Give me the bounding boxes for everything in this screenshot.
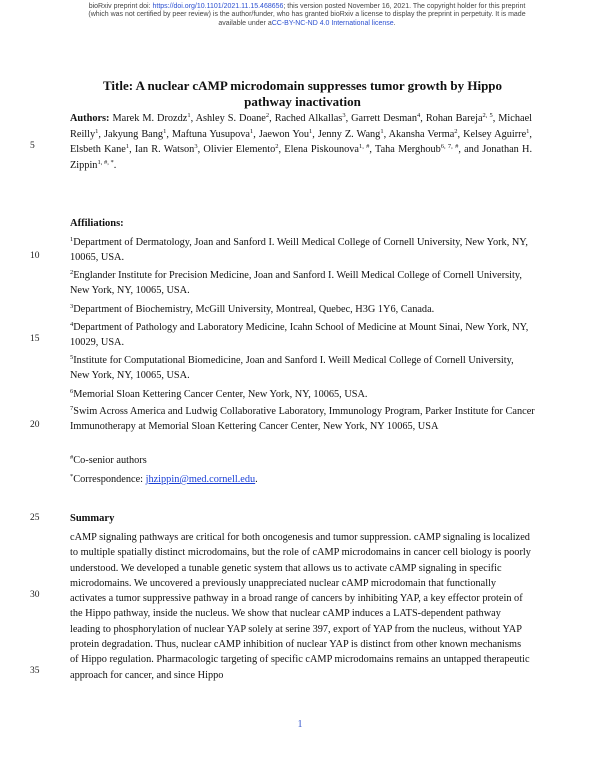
affiliation-text: Englander Institute for Precision Medicine, Joan and Sanford I. Weill Medical College of Cornell University, New York, NY, 10065, USA. [70,270,522,296]
author-separator: , [253,128,259,140]
affiliation-text: Swim Across America and Ludwig Collaborative Laboratory, Immunology Program, Parker Institute for Cancer Immunotherapy at Memorial Sloan Kettering Cancer Center, New York, NY 10065, USA [70,406,535,432]
author-name: Marek M. Drozdz [112,113,188,124]
summary-heading: Summary [70,513,115,524]
license-link[interactable]: CC-BY-NC-ND 4.0 International license [271,19,394,27]
author-list [70,111,532,173]
author-separator: , [383,128,389,140]
author-name: Maftuna Yusupova [171,128,250,140]
author-name: Olivier Elemento [203,144,276,156]
line-number: 5 [30,141,35,151]
author-separator: , [312,128,318,140]
affiliation-marker: 3 [70,303,74,310]
correspondence-label: Correspondence: [73,474,146,485]
author-name: Garrett Desman [351,113,417,124]
affiliation-text: Co-senior authors [73,455,147,466]
author-affiliation-marker: 2 [265,112,270,119]
affiliation-marker: 2 [70,269,74,276]
author-separator: , [197,144,204,156]
email-link[interactable]: jhzippin@med.cornell.edu [145,474,256,485]
affiliation-item [70,387,535,402]
author-affiliation-marker: 1 [125,143,130,151]
author-name: Kelsey Aguirre [463,128,527,140]
paper-title: Title: A nuclear cAMP microdomain suppresses tumor growth by Hippo pathway inactivation [102,78,503,109]
author-name: Jaewon You [258,128,310,140]
author-name: Rohan Bareja [425,113,483,124]
author-affiliation-marker: 1 [309,127,313,135]
line-number: 25 [30,513,40,523]
author-name: Elsbeth Kane [70,144,126,156]
affiliation-item [70,320,535,350]
page-number: 1 [297,719,303,730]
affiliation-text: Institute for Computational Biomedicine, Joan and Sanford I. Weill Medical College of Cornell University, New York, NY, 10065, USA. [70,355,514,381]
summary-paragraph: cAMP signaling pathways are critical for both oncogenesis and tumor suppression. cAMP signaling is localized to multiple spatially distinct microdomains, but the role of cAMP microdomains in cancer cell biology is poorly understood. We developed a tunable genetic system that allows us to activate cAMP signaling in specific microdomains. We uncovered a previously unappreciated nuclear cAMP microdomain that functionally activates a tumor suppressive pathway in a broad range of cancers by inhibiting YAP, a key effector protein of the Hippo pathway, inside the nucleus. We show that nuclear cAMP induces a LATS-dependent pathway leading to phosphorylation of nuclear YAP solely at serine 397, export of YAP from the nucleus, without YAP protein degradation. Thus, nuclear cAMP inhibition of nuclear YAP is distinct from other known mechanisms of Hippo regulation. Pharmacologic targeting of specific cAMP microdomains remains an untapped therapeutic approach for cancer, and since Hippo [70,532,531,681]
author-affiliation-marker: 3 [194,143,198,151]
author-affiliation-marker: 1, #, * [97,158,114,166]
affiliation-item [70,353,535,383]
author-affiliation-marker: 1, # [359,143,370,151]
affiliations-heading: Affiliations: [70,218,124,229]
affiliation-text: Department of Dermatology, Joan and Sanford I. Weill Medical College of Cornell University, New York, NY, 10065, USA. [70,237,528,263]
author-separator: , and [458,144,483,156]
doi-link[interactable]: https://doi.org/10.1101/2021.11.15.468656 [152,3,284,10]
author-separator: , [492,113,499,124]
author-name: Ashley S. Doane [195,113,266,124]
author-affiliation-marker: 2 [454,127,458,135]
line-number: 35 [30,666,40,676]
author-name: Rached Alkallas [274,113,343,124]
affiliation-marker: 1 [70,236,74,243]
author-affiliation-marker: 1 [163,127,167,135]
affiliation-item [70,302,535,317]
author-separator: , [369,144,375,156]
author-affiliation-marker: 1 [187,112,191,119]
author-separator: , [166,128,172,140]
affiliation-item [70,268,535,298]
correspondence-end: . [255,474,258,485]
affiliation-text: Department of Biochemistry, McGill University, Montreal, Quebec, H3G 1Y6, Canada. [73,304,435,315]
affiliation-item [70,404,535,434]
affiliation-item [70,235,535,265]
affiliation-item [70,453,535,468]
affiliation-marker: # [70,454,74,461]
author-affiliation-marker: 3 [342,112,346,119]
author-affiliation-marker: 2 [275,143,279,151]
preprint-header [78,3,536,28]
author-separator: , [529,128,532,140]
author-separator: , [420,113,426,124]
line-number: 15 [30,334,40,344]
summary-body [70,530,532,683]
affiliation-marker: 5 [70,354,74,361]
line-number: 10 [30,251,40,261]
author-name: Taha Merghoub [375,144,441,156]
header-text-3: . [393,19,396,27]
line-number: 20 [30,420,40,430]
author-name: Akansha Verma [388,128,455,140]
author-affiliation-marker: 2, 5 [482,112,493,119]
correspondence [70,472,535,487]
affiliation-marker: 4 [70,321,74,328]
author-separator: , [98,128,104,140]
author-separator: , [190,113,196,124]
author-name: Elena Piskounova [284,144,359,156]
author-affiliation-marker: 1 [250,127,254,135]
line-number: 30 [30,590,40,600]
correspondence-marker: * [70,473,74,480]
author-affiliation-marker: 1 [380,127,384,135]
author-name: Jenny Z. Wang [317,128,381,140]
author-separator: , [345,113,352,124]
author-name: Jakyung Bang [104,128,164,140]
affiliation-marker: 6 [70,388,74,395]
affiliation-marker: 7 [70,405,74,412]
header-text-1: bioRxiv preprint doi: [88,3,153,10]
author-names [70,113,532,171]
authors-label: Authors: [70,113,110,124]
author-separator: , [278,144,285,156]
author-affiliation-marker: 6, 7, # [440,143,459,151]
header-text-2: ; this version posted November 16, 2021. The copyright holder for this preprint (which was not certified by peer review) is the author/funder, who has granted bioRxiv a license to display the preprint in perpetuity. It is made available under a [88,3,526,27]
author-separator: , [129,144,135,156]
affiliation-text: Memorial Sloan Kettering Cancer Center, New York, NY, 10065, USA. [73,389,368,400]
author-affiliation-marker: 1 [95,127,99,135]
author-separator: . [113,159,117,171]
author-affiliation-marker: 1 [526,127,530,135]
affiliation-text: Department of Pathology and Laboratory Medicine, Icahn School of Medicine at Mount Sinai, New York, NY, 10029, USA. [70,322,529,348]
author-affiliation-marker: 4 [417,112,421,119]
author-separator: , [269,113,275,124]
author-name: Ian R. Watson [134,144,195,156]
author-name: Jonathan H. Zippin [70,144,533,171]
author-separator: , [457,128,464,140]
author-name: Michael Reilly [70,113,533,140]
